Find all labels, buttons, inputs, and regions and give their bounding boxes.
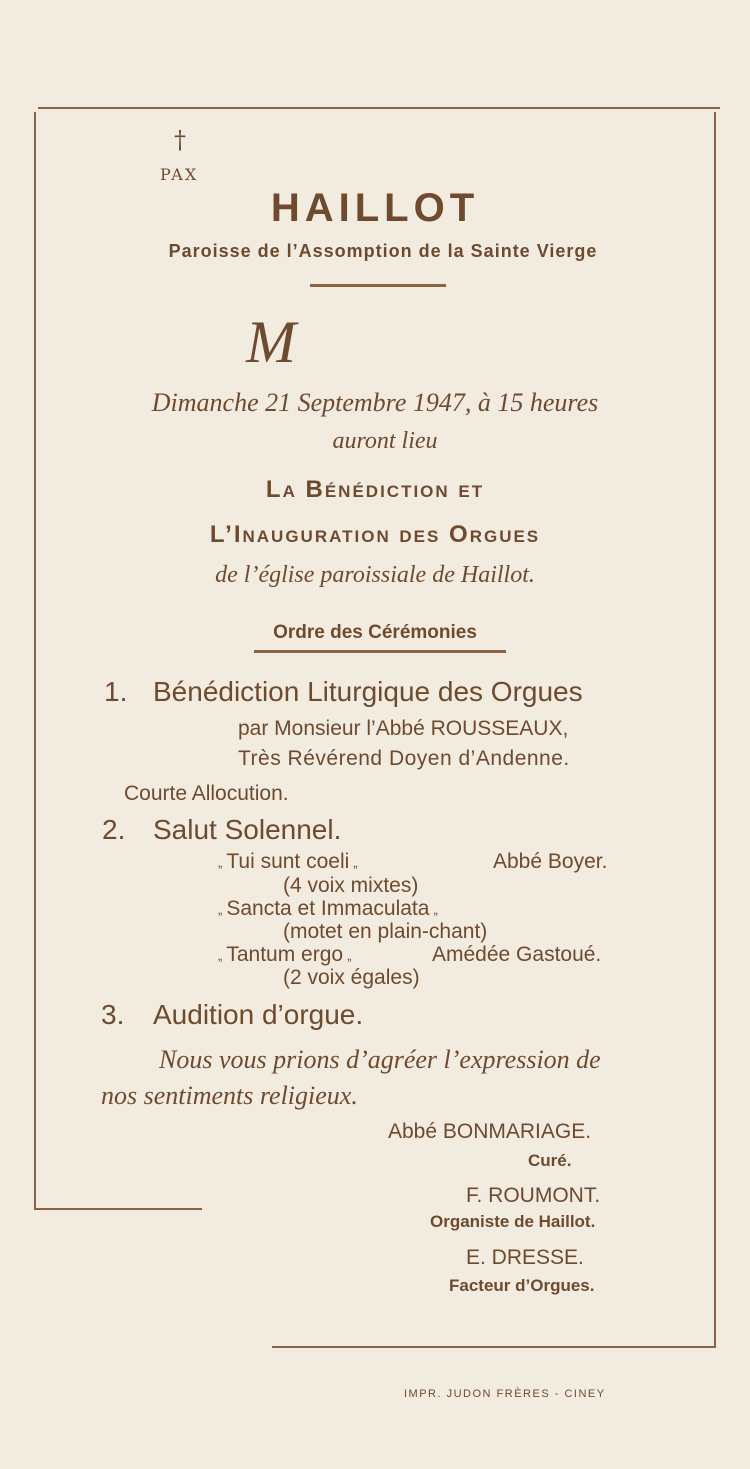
headline-benediction: La Bénédiction et [265,476,485,503]
piece-3-note: (2 voix égales) [283,966,420,989]
piece-1-note: (4 voix mixtes) [283,874,419,897]
item1-number: 1. [104,676,128,707]
piece-2-note: (motet en plain-chant) [283,920,488,943]
frame-top-rule [38,107,720,109]
quote-open: „ [218,947,223,963]
item1-label: Bénédiction Liturgique des Orgues [153,676,583,707]
signature-name-1: Abbé BONMARIAGE. [388,1120,592,1143]
pax-label: PAX [160,165,199,184]
item3-label: Audition d’orgue. [153,999,364,1030]
allocution-line: Courte Allocution. [124,782,289,805]
item3-number: 3. [101,999,125,1030]
frame-right-rule [714,112,716,1348]
item1-role: Très Révérend Doyen d’Andenne. [238,747,570,770]
signature-role-2: Organiste de Haillot. [430,1212,596,1231]
piece-title: Sancta et Immaculata [226,897,430,920]
date-line: Dimanche 21 Septembre 1947, à 15 heures [151,388,599,417]
closing-line-1: Nous vous prions d’agréer l’expression de [159,1045,601,1074]
frame-bottom-left-rule [34,1208,202,1210]
quote-open: „ [218,854,223,870]
quote-close: „ [433,901,438,917]
cross-icon: † [174,126,186,154]
church-line: de l’église paroissiale de Haillot. [215,562,535,588]
piece-2 [214,897,442,921]
headline-inauguration: L’Inauguration des Orgues [209,521,541,548]
signature-role-3: Facteur d’Orgues. [449,1276,595,1295]
parish-subtitle: Paroisse de l’Assomption de la Sainte Vierge [168,241,598,261]
item1-officiant: par Monsieur l’Abbé ROUSSEAUX, [238,717,569,740]
item2-label: Salut Solennel. [153,814,342,845]
printer-imprint: IMPR. JUDON FRÈRES - CINEY [404,1388,606,1400]
decorative-initial: M [246,309,296,375]
quote-open: „ [218,901,223,917]
signature-role-1: Curé. [528,1151,572,1170]
closing-line-2: nos sentiments religieux. [101,1081,358,1110]
frame-left-rule [34,112,36,1208]
piece-title: Tantum ergo [226,943,344,966]
item2-number: 2. [102,814,126,845]
piece-1-composer: Abbé Boyer. [493,850,608,873]
program-title-underline [254,650,506,653]
frame-bottom-right-rule [272,1346,716,1348]
signature-name-3: E. DRESSE. [466,1246,584,1269]
program-title: Ordre des Cérémonies [273,622,477,643]
quote-close: „ [353,854,358,870]
piece-title: Tui sunt coeli [226,850,350,873]
piece-3 [214,943,355,967]
page-title: HAILLOT [270,186,480,230]
quote-close: „ [347,947,352,963]
signature-name-2: F. ROUMONT. [466,1184,601,1207]
piece-3-composer: Amédée Gastoué. [432,943,602,966]
auront-lieu: auront lieu [332,428,438,454]
piece-1 [214,850,362,874]
title-underline [310,284,446,287]
